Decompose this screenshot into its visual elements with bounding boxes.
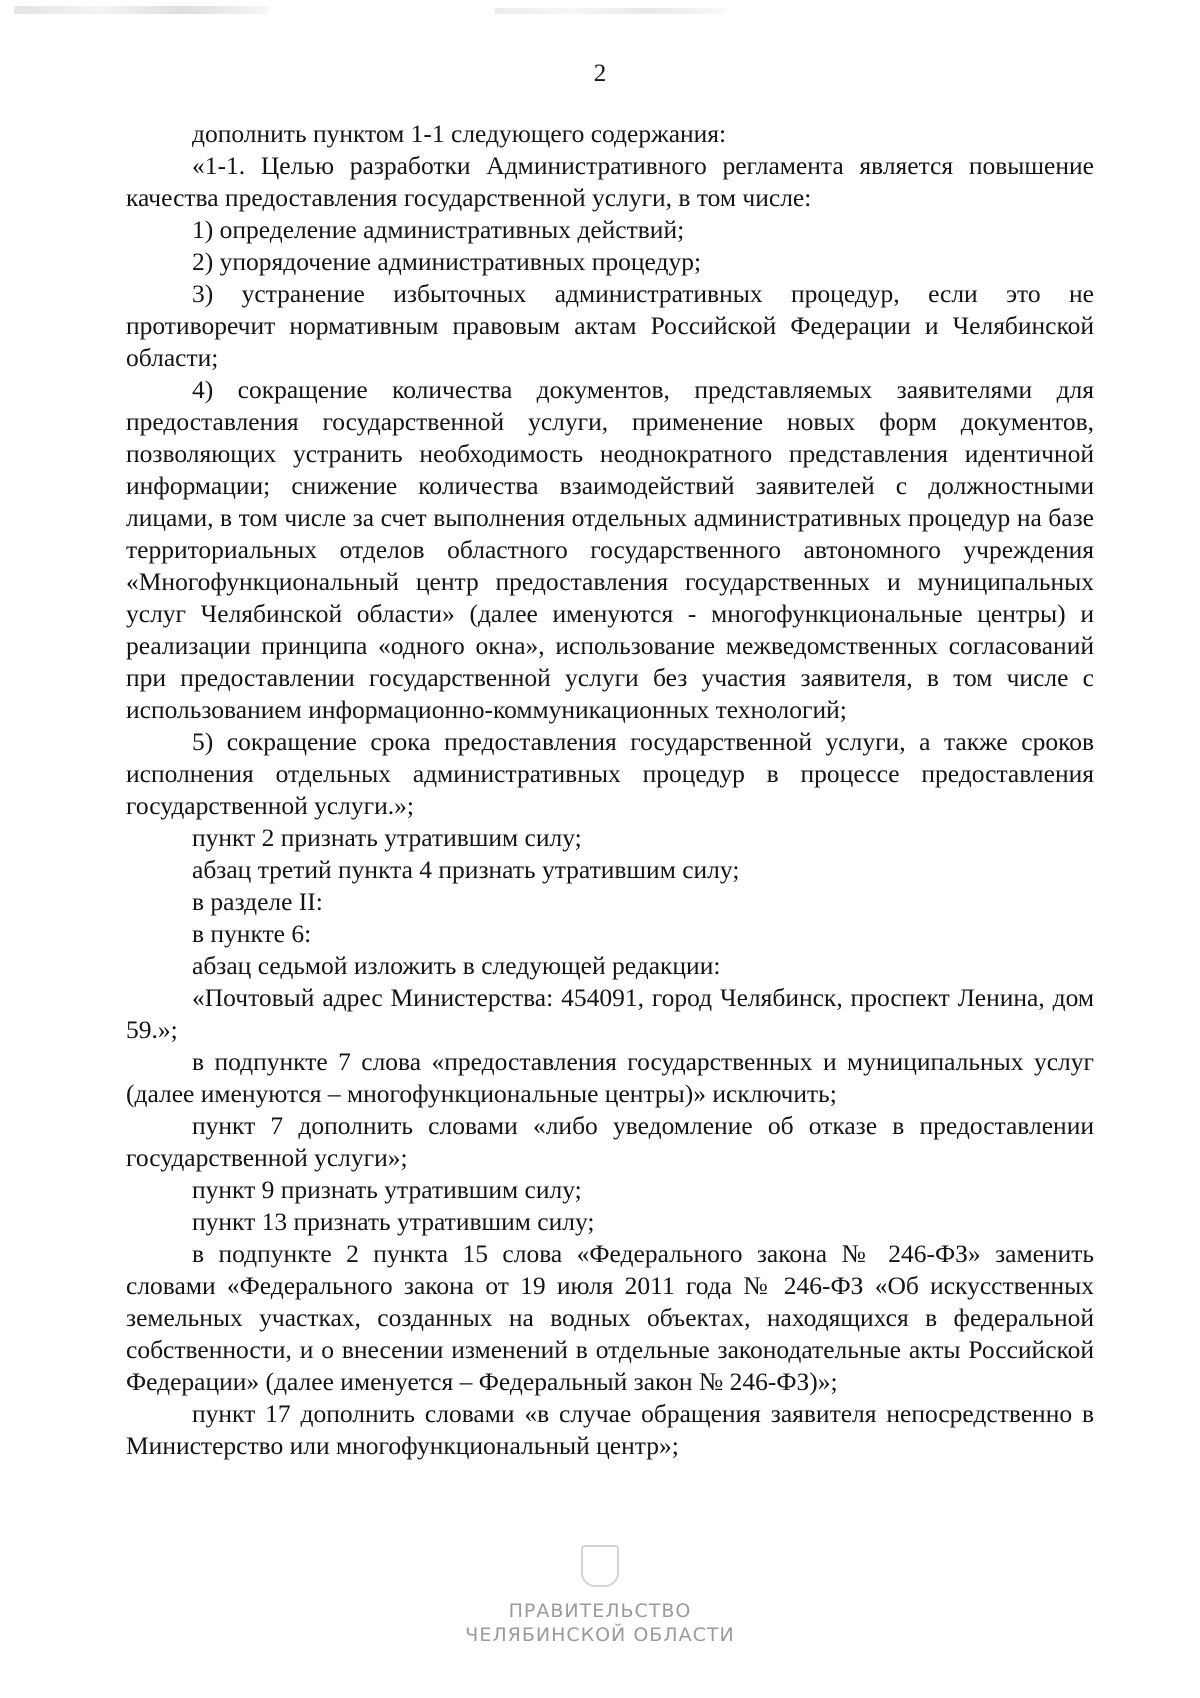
list-item: 3) устранение избыточных административных процедур, если это не противоречит нормативным правовым актам Российской Федерации и Челябинской области; [126, 279, 1094, 372]
paragraph: абзац третий пункта 4 признать утратившим силу; [192, 855, 740, 884]
government-stamp [0, 1545, 1200, 1647]
scan-artifact-left [14, 6, 269, 14]
coat-of-arms-icon [581, 1545, 619, 1587]
list-item: 2) упорядочение административных процедур; [192, 247, 702, 276]
paragraph: «Почтовый адрес Министерства: 454091, город Челябинск, проспект Ленина, дом 59.»; [126, 983, 1094, 1044]
paragraph: пункт 17 дополнить словами «в случае обращения заявителя непосредственно в Министерство или многофункциональный центр»; [126, 1399, 1094, 1460]
paragraph: в разделе II: [192, 887, 323, 916]
stamp-line: ЧЕЛЯБИНСКОЙ ОБЛАСТИ [465, 1624, 735, 1646]
paragraph: в подпункте 2 пункта 15 слова «Федерального закона № 246-ФЗ» заменить словами «Федерального закона от 19 июля 2011 года № 246-ФЗ «Об искусственных земельных участках, созданных на водных объектах, находящихся в федеральной собственности, и о внесении изменений в отдельные законодательные акты Российской Федерации» (далее именуется – Федеральный закон № 246-ФЗ)»; [126, 1239, 1094, 1396]
paragraph: пункт 13 признать утратившим силу; [192, 1207, 595, 1236]
paragraph: пункт 7 дополнить словами «либо уведомление об отказе в предоставлении государственной услуги»; [126, 1111, 1094, 1172]
paragraph: «1-1. Целью разработки Административного регламента является повышение качества предоставления государственной услуги, в том числе: [126, 151, 1094, 212]
paragraph: пункт 9 признать утратившим силу; [192, 1175, 582, 1204]
list-item: 4) сокращение количества документов, представляемых заявителями для предоставления государственной услуги, применение новых форм документов, позволяющих устранить необходимость неоднократного представления идентичной информации; снижение количества взаимодействий заявителей с должностными лицами, в том числе за счет выполнения отдельных административных процедур на базе территориальных отделов областного государственного автономного учреждения «Многофункциональный центр предоставления государственных и муниципальных услуг Челябинской области» (далее именуются - многофункциональные центры) и реализации принципа «одного окна», использование межведомственных согласований при предоставлении государственной услуги без участия заявителя, в том числе с использованием информационно-коммуникационных технологий; [126, 375, 1094, 724]
page-number: 2 [593, 60, 607, 87]
stamp-line: ПРАВИТЕЛЬСТВО [508, 1600, 692, 1622]
list-item: 5) сокращение срока предоставления государственной услуги, а также сроков исполнения отдельных административных процедур в процессе предоставления государственной услуги.»; [126, 727, 1094, 820]
paragraph: в подпункте 7 слова «предоставления государственных и муниципальных услуг (далее именуются – многофункциональные центры)» исключить; [126, 1047, 1094, 1108]
list-item: 1) определение административных действий; [192, 215, 685, 244]
document-body [126, 118, 1094, 1462]
paragraph: в пункте 6: [192, 919, 312, 948]
paragraph: дополнить пунктом 1-1 следующего содержания: [192, 119, 727, 148]
paragraph: абзац седьмой изложить в следующей редакции: [192, 951, 721, 980]
paragraph: пункт 2 признать утратившим силу; [192, 823, 582, 852]
scan-artifact-top [495, 8, 725, 14]
